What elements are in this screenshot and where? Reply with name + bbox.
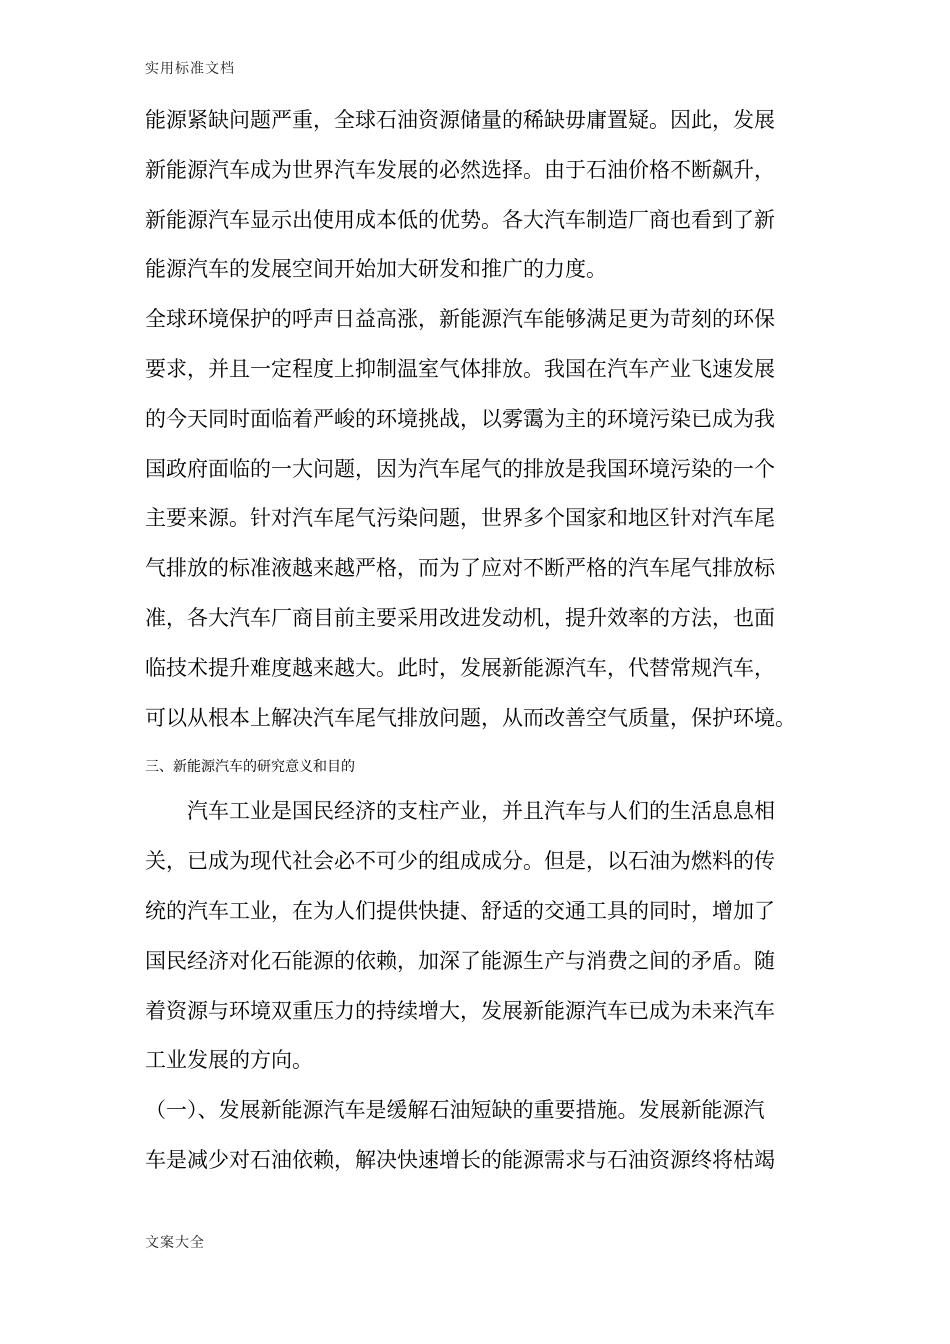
paragraph-line: 全球环境保护的呼声日益高涨，新能源汽车能够满足更为苛刻的环保 <box>145 307 775 332</box>
page-header: 实用标准文档 <box>145 61 235 77</box>
paragraph-line: 新能源汽车显示出使用成本低的优势。各大汽车制造厂商也看到了新 <box>145 207 775 232</box>
section-heading: 三、新能源汽车的研究意义和目的 <box>145 759 355 776</box>
paragraph-line: 能源汽车的发展空间开始加大研发和推广的力度。 <box>145 257 607 282</box>
paragraph-line: 着资源与环境双重压力的持续增大，发展新能源汽车已成为未来汽车 <box>145 998 775 1023</box>
paragraph-line: 临技术提升难度越来越大。此时，发展新能源汽车，代替常规汽车， <box>145 655 775 680</box>
paragraph-line: 车是减少对石油依赖，解决快速增长的能源需求与石油资源终将枯竭 <box>145 1147 775 1172</box>
paragraph-line: 准，各大汽车厂商目前主要采用改进发动机，提升效率的方法，也面 <box>145 605 775 630</box>
paragraph-line: 关，已成为现代社会必不可少的组成成分。但是，以石油为燃料的传 <box>145 849 775 874</box>
paragraph-line: 气排放的标准液越来越严格，而为了应对不断严格的汽车尾气排放标 <box>145 556 775 581</box>
paragraph-line: （一）、发展新能源汽车是缓解石油短缺的重要措施。发展新能源汽 <box>145 1098 765 1123</box>
document-body <box>145 101 815 1191</box>
paragraph-line: 工业发展的方向。 <box>145 1048 313 1073</box>
paragraph-line: 汽车工业是国民经济的支柱产业，并且汽车与人们的生活息息相 <box>187 799 775 824</box>
paragraph-line: 国民经济对化石能源的依赖，加深了能源生产与消费之间的矛盾。随 <box>145 948 775 973</box>
paragraph-line: 主要来源。针对汽车尾气污染问题，世界多个国家和地区针对汽车尾 <box>145 506 775 531</box>
paragraph-line: 的今天同时面临着严峻的环境挑战，以雾霭为主的环境污染已成为我 <box>145 406 775 431</box>
paragraph-line: 可以从根本上解决汽车尾气排放问题，从而改善空气质量，保护环境。 <box>145 705 796 730</box>
paragraph-line: 新能源汽车成为世界汽车发展的必然选择。由于石油价格不断飙升， <box>145 157 775 182</box>
page-footer: 文案大全 <box>145 1235 205 1251</box>
paragraph-line: 能源紧缺问题严重，全球石油资源储量的稀缺毋庸置疑。因此，发展 <box>145 108 775 132</box>
paragraph-line: 国政府面临的一大问题，因为汽车尾气的排放是我国环境污染的一个 <box>145 456 775 481</box>
paragraph-line: 要求，并且一定程度上抑制温室气体排放。我国在汽车产业飞速发展 <box>145 356 775 381</box>
paragraph-line: 统的汽车工业，在为人们提供快捷、舒适的交通工具的同时，增加了 <box>145 898 775 923</box>
